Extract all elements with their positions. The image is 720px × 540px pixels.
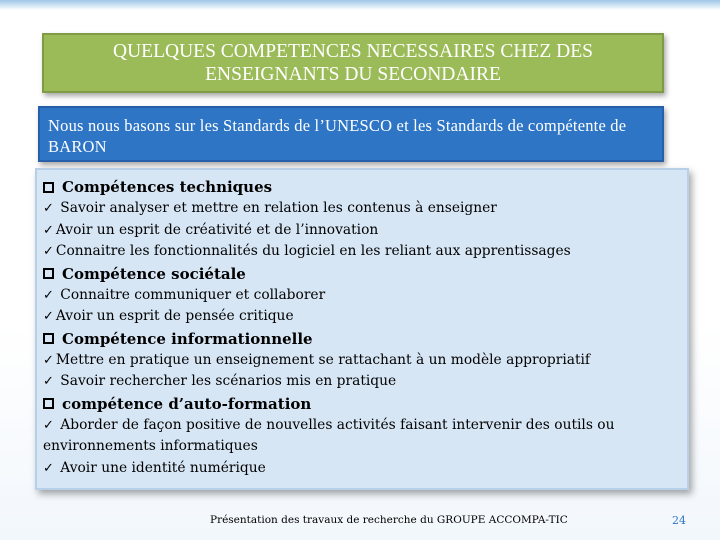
intro-text: Nous nous basons sur les Standards de l’UNESCO et les Standards de compétente de BARON [48, 116, 627, 156]
footer-text: Présentation des travaux de recherche du GROUPE ACCOMPA-TIC [210, 514, 568, 526]
list-item-text: Avoir un esprit de créativité et de l’innovation [55, 221, 379, 238]
intro-box [38, 106, 664, 162]
section-heading-informationnelle [43, 328, 681, 350]
checkmark-icon: ✓ [43, 352, 54, 368]
checkmark-icon: ✓ [43, 287, 54, 303]
checkbox-square-icon [43, 398, 54, 409]
competences-content-box [35, 168, 689, 490]
section-heading-societale [43, 263, 681, 285]
checkmark-icon: ✓ [43, 201, 54, 216]
section-heading-auto-formation [43, 393, 681, 415]
checkmark-icon: ✓ [43, 417, 54, 433]
top-border-decoration [0, 0, 720, 10]
list-item-text: Connaitre les fonctionnalités du logiciel en les reliant aux apprentissages [55, 243, 571, 259]
checkmark-icon: ✓ [43, 309, 54, 324]
list-item [43, 371, 681, 393]
checkbox-square-icon [43, 268, 54, 279]
list-item [43, 220, 681, 242]
list-item [43, 306, 681, 328]
list-item-text: Connaitre communiquer et collaborer [60, 286, 326, 303]
section-heading-label: compétence d’auto-formation [62, 394, 312, 413]
section-heading-label: Compétence sociétale [62, 264, 246, 283]
list-item-text: Savoir rechercher les scénarios mis en pratique [60, 373, 397, 389]
section-heading-techniques [43, 176, 681, 198]
list-item-text: Savoir analyser et mettre en relation les contenus à enseigner [60, 200, 497, 216]
list-item [43, 198, 681, 220]
page-number: 24 [672, 514, 686, 527]
slide-title-box [42, 33, 664, 93]
list-item-text: Avoir un esprit de pensée critique [55, 308, 294, 324]
checkbox-square-icon [43, 333, 54, 344]
list-item-text: Aborder de façon positive de nouvelles activités faisant intervenir des outils ou environnements informatiques [43, 416, 615, 454]
list-item-text: Avoir une identité numérique [60, 459, 266, 476]
checkmark-icon: ✓ [43, 374, 54, 389]
slide-title: QUELQUES COMPETENCES NECESSAIRES CHEZ DES ENSEIGNANTS DU SECONDAIRE [113, 41, 593, 85]
list-item [43, 458, 681, 480]
list-item [43, 415, 681, 458]
list-item [43, 285, 681, 307]
section-heading-label: Compétence informationnelle [62, 329, 313, 348]
checkmark-icon: ✓ [43, 244, 54, 259]
list-item-text: Mettre en pratique un enseignement se rattachant à un modèle appropriatif [55, 351, 591, 368]
list-item [43, 350, 681, 372]
section-heading-label: Compétences techniques [62, 178, 273, 196]
checkmark-icon: ✓ [43, 460, 54, 476]
list-item [43, 241, 681, 263]
checkmark-icon: ✓ [43, 222, 54, 238]
checkbox-square-icon [43, 182, 54, 193]
